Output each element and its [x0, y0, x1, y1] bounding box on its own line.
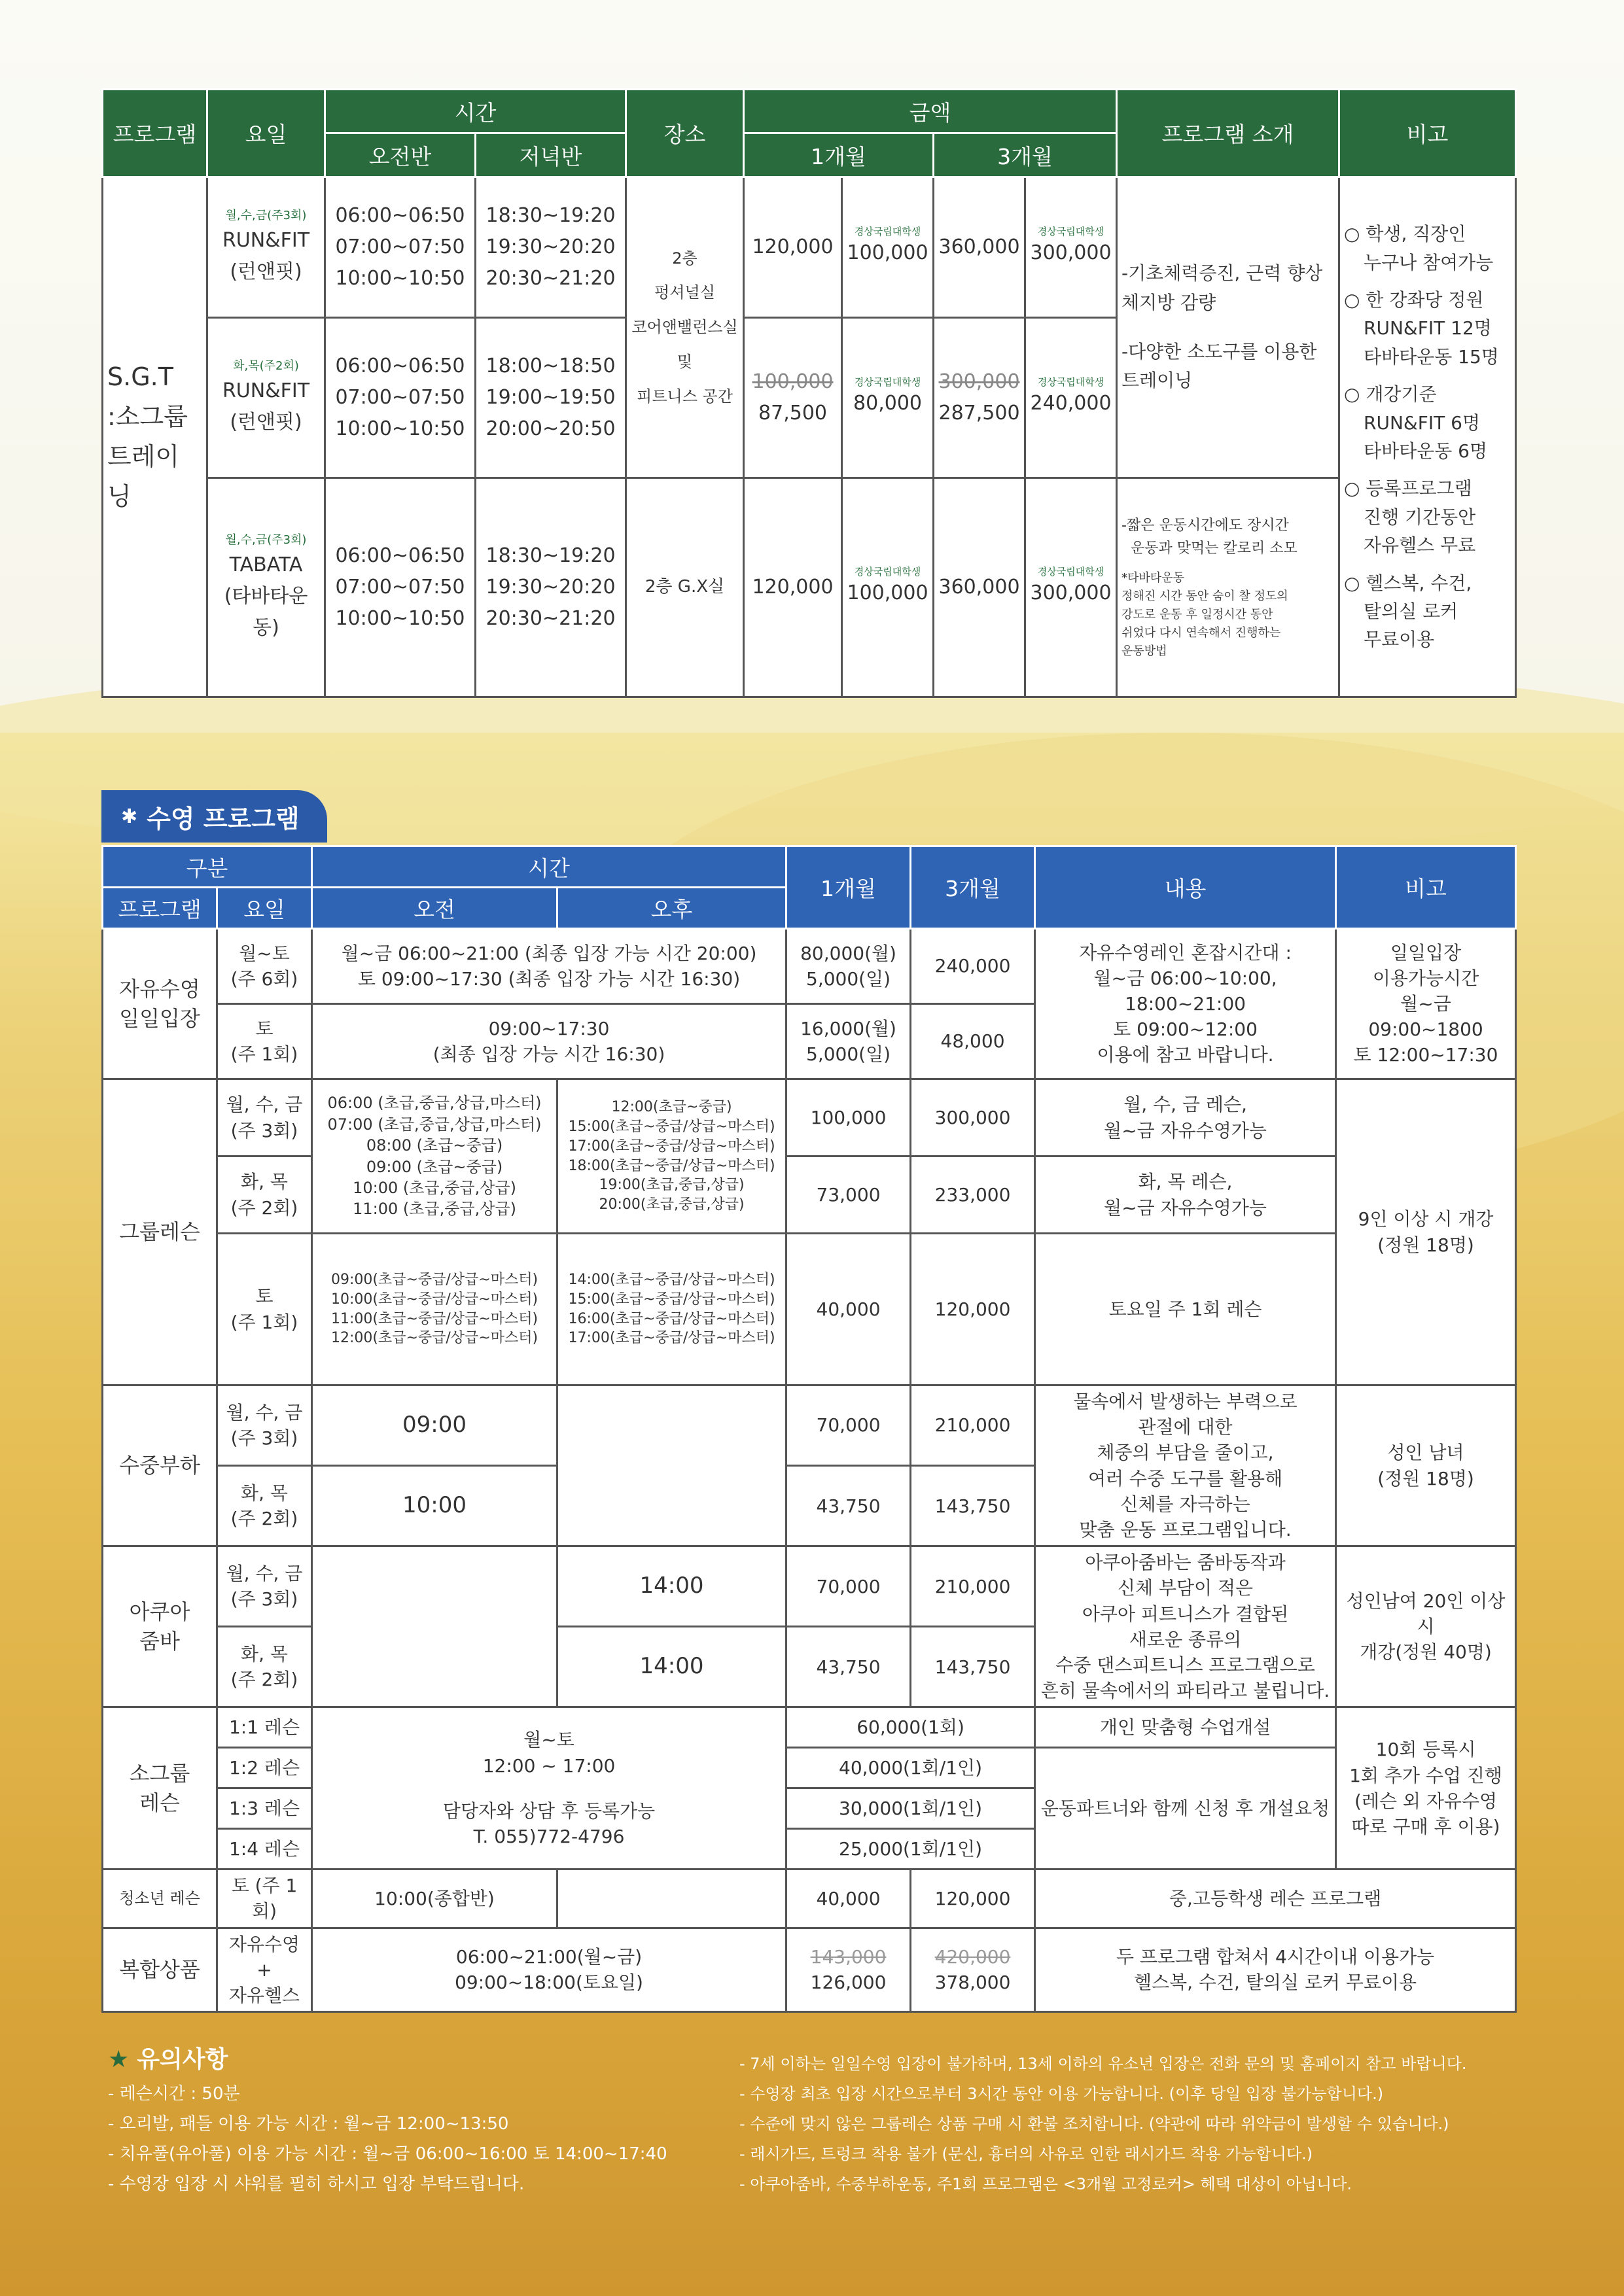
table-cell-evening: 18:30~19:20 19:30~20:20 20:30~21:20: [476, 478, 626, 697]
table-cell-morning: 06:00~06:50 07:00~07:50 10:00~10:50: [325, 318, 476, 478]
table-cell-am: 10:00: [312, 1466, 557, 1546]
table-cell-day: 화,목(주2회) RUN&FIT (런앤핏): [207, 318, 325, 478]
table-cell-price: 60,000(1회): [786, 1707, 1035, 1748]
table-cell-time: 06:00~21:00(월~금) 09:00~18:00(토요일): [312, 1928, 786, 2012]
table-cell-morning: 06:00~06:50 07:00~07:50 10:00~10:50: [325, 177, 476, 318]
table-cell-time: 월~금 06:00~21:00 (최종 입장 가능 시간 20:00) 토 09:00~17:30 (최종 입장 가능 시간 16:30): [312, 929, 786, 1004]
table-cell-price: 25,000(1회/1인): [786, 1829, 1035, 1870]
table-cell-content: 물속에서 발생하는 부력으로 관절에 대한 체중의 부담을 줄이고, 여러 수중 도구를 활용해 신체를 자극하는 맞춤 운동 프로그램입니다.: [1035, 1385, 1336, 1546]
header-one-month: 1개월: [744, 133, 934, 177]
table-cell-place: 2층 펑셔널실 코어앤밸런스실 및 피트니스 공간: [626, 177, 744, 478]
table-cell-day: 자유수영 + 자유헬스: [217, 1928, 312, 2012]
header-time: 시간: [312, 846, 786, 888]
table-cell-day: 토 (주 1회): [217, 1870, 312, 1928]
table-cell-note: 성인 남녀 (정원 18명): [1336, 1385, 1516, 1546]
notice-item: - 오리발, 패들 이용 가능 시간 : 월~금 12:00~13:50: [108, 2114, 509, 2134]
table-cell-content: 두 프로그램 합쳐서 4시간이내 이용가능 헬스복, 수건, 탈의실 로커 무료이용: [1035, 1928, 1516, 2012]
sgt-table: [101, 88, 1517, 698]
notice-item: - 치유풀(유아풀) 이용 가능 시간 : 월~금 06:00~16:00 토 14:00~17:40: [108, 2144, 667, 2164]
table-cell-type: 1:3 레슨: [217, 1788, 312, 1829]
table-cell-price: 16,000(월) 5,000(일): [786, 1004, 911, 1079]
table-cell-price: 143,750: [911, 1627, 1035, 1707]
table-cell-day: 월, 수, 금 (주 3회): [217, 1385, 312, 1466]
table-cell-price: 70,000: [786, 1385, 911, 1466]
table-cell-day: 토 (주 1회): [217, 1234, 312, 1385]
header-content: 내용: [1035, 846, 1336, 929]
header-morning: 오전반: [325, 133, 476, 177]
table-cell-price: 43,750: [786, 1627, 911, 1707]
table-cell-pm: 14:00: [557, 1546, 786, 1627]
table-cell-time: 09:00~17:30 (최종 입장 가능 시간 16:30): [312, 1004, 786, 1079]
table-cell-evening: 18:00~18:50 19:00~19:50 20:00~20:50: [476, 318, 626, 478]
table-cell-day: 월,수,금(주3회) RUN&FIT (런앤핏): [207, 177, 325, 318]
table-cell-price: 420,000 378,000: [911, 1928, 1035, 2012]
star-icon: ★: [108, 2046, 130, 2073]
table-cell-price: 233,000: [911, 1157, 1035, 1234]
header-pm: 오후: [557, 888, 786, 929]
table-cell-price: 70,000: [786, 1546, 911, 1627]
swim-section-title: ✱ 수영 프로그램: [101, 790, 327, 843]
table-cell-note: 일일입장 이용가능시간 월~금 09:00~1800 토 12:00~17:30: [1336, 929, 1516, 1079]
table-cell-content: 화, 목 레슨, 월~금 자유수영가능: [1035, 1157, 1336, 1234]
table-cell-content: 토요일 주 1회 레슨: [1035, 1234, 1336, 1385]
program-small-group: 소그룹 레슨: [103, 1707, 217, 1870]
table-cell-place: 2층 G.X실: [626, 478, 744, 697]
table-cell-price: 300,000 287,500: [934, 318, 1025, 478]
table-cell-price: 48,000: [911, 1004, 1035, 1079]
table-cell-price: 80,000(월) 5,000(일): [786, 929, 911, 1004]
swim-table: [101, 845, 1517, 2013]
sgt-category: S.G.T :소그룹 트레이닝: [103, 177, 207, 697]
table-cell-student-price: 경상국립대학생 80,000: [842, 318, 934, 478]
table-cell-price: 143,750: [911, 1466, 1035, 1546]
header-three-month: 3개월: [911, 846, 1035, 929]
table-cell-price: 43,750: [786, 1466, 911, 1546]
table-cell-am: [312, 1546, 557, 1707]
table-cell-am: 09:00: [312, 1385, 557, 1466]
header-day: 요일: [217, 888, 312, 929]
table-cell-price: 120,000: [911, 1870, 1035, 1928]
notice-item: - 레슨시간 : 50분: [108, 2084, 240, 2104]
table-cell-intro: -기초체력증진, 근력 향상 체지방 감량 -다양한 소도구를 이용한 트레이닝: [1117, 177, 1339, 478]
table-cell-type: 1:1 레슨: [217, 1707, 312, 1748]
notice-item: - 아쿠아줌바, 수중부하운동, 주1회 프로그램은 <3개월 고정로커> 혜택 대상이 아닙니다.: [739, 2175, 1352, 2193]
header-evening: 저녁반: [476, 133, 626, 177]
table-cell-pm: [557, 1870, 786, 1928]
table-cell-am: 10:00(종합반): [312, 1870, 557, 1928]
header-program: 프로그램: [103, 90, 207, 177]
header-program: 프로그램: [103, 888, 217, 929]
program-combo: 복합상품: [103, 1928, 217, 2012]
header-day: 요일: [207, 90, 325, 177]
table-cell-day: 월, 수, 금 (주 3회): [217, 1546, 312, 1627]
table-cell-content: 운동파트너와 함께 신청 후 개설요청: [1035, 1748, 1336, 1870]
table-cell-price: 120,000: [911, 1234, 1035, 1385]
table-cell-price: 40,000(1회/1인): [786, 1748, 1035, 1788]
table-cell-student-price: 경상국립대학생 100,000: [842, 177, 934, 318]
table-cell-note: 9인 이상 시 개강 (정원 18명): [1336, 1079, 1516, 1385]
header-intro: 프로그램 소개: [1117, 90, 1339, 177]
table-cell-student-price: 경상국립대학생 100,000: [842, 478, 934, 697]
table-cell-student-price: 경상국립대학생 300,000: [1025, 478, 1117, 697]
table-cell-price: 30,000(1회/1인): [786, 1788, 1035, 1829]
table-cell-price: 120,000: [744, 478, 842, 697]
notice-right: [739, 2049, 1467, 2199]
notice-item: - 수준에 맞지 않은 그룹레슨 상품 구매 시 환불 조치합니다. (약관에 따라 위약금이 발생할 수 있습니다.): [739, 2115, 1449, 2133]
header-division: 구분: [103, 846, 312, 888]
table-cell-type: 1:4 레슨: [217, 1829, 312, 1870]
table-cell-am: 06:00 (초급,중급,상급,마스터) 07:00 (초급,중급,상급,마스터) 08:00 (초급~중급) 09:00 (초급~중급) 10:00 (초급,중급,상급) 11:00 (초급,중급,상급): [312, 1079, 557, 1234]
header-place: 장소: [626, 90, 744, 177]
table-cell-pm: 14:00: [557, 1627, 786, 1707]
header-price: 금액: [744, 90, 1117, 133]
table-cell-time: 월~토 12:00 ~ 17:00 담당자와 상담 후 등록가능 T. 055)772-4796: [312, 1707, 786, 1870]
table-cell-price: 73,000: [786, 1157, 911, 1234]
table-cell-pm: 14:00(초급~중급/상급~마스터) 15:00(초급~중급/상급~마스터) 16:00(초급~중급/상급~마스터) 17:00(초급~중급/상급~마스터): [557, 1234, 786, 1385]
table-cell-price: 360,000: [934, 478, 1025, 697]
table-cell-price: 210,000: [911, 1385, 1035, 1466]
notice-title: ★ 유의사항: [108, 2046, 228, 2073]
table-cell-note: 10회 등록시 1회 추가 수업 진행 (레슨 외 자유수영 따로 구매 후 이용): [1336, 1707, 1516, 1870]
table-cell-day: 토 (주 1회): [217, 1004, 312, 1079]
table-cell-day: 월, 수, 금 (주 3회): [217, 1079, 312, 1157]
program-free-swim: 자유수영 일일입장: [103, 929, 217, 1079]
header-note: 비고: [1336, 846, 1516, 929]
notice-item: - 래시가드, 트렁크 착용 불가 (문신, 흉터의 사유로 인한 래시가드 착용 가능합니다.): [739, 2145, 1313, 2163]
table-cell-price: 143,000 126,000: [786, 1928, 911, 2012]
table-cell-price: 210,000: [911, 1546, 1035, 1627]
table-cell-pm: 12:00(초급~중급) 15:00(초급~중급/상급~마스터) 17:00(초급~중급/상급~마스터) 18:00(초급~중급/상급~마스터) 19:00(초급,중급,상급) 20:00(초급,중급,상급): [557, 1079, 786, 1234]
table-cell-student-price: 경상국립대학생 240,000: [1025, 318, 1117, 478]
table-cell-content: 자유수영레인 혼잡시간대 : 월~금 06:00~10:00, 18:00~21:00 토 09:00~12:00 이용에 참고 바랍니다.: [1035, 929, 1336, 1079]
program-aqua-weight: 수중부하: [103, 1385, 217, 1546]
table-cell-content: 개인 맞춤형 수업개설: [1035, 1707, 1336, 1748]
header-note: 비고: [1339, 90, 1516, 177]
table-cell-price: 120,000: [744, 177, 842, 318]
table-cell-price: 40,000: [786, 1234, 911, 1385]
table-cell-price: 100,000: [786, 1079, 911, 1157]
table-cell-note: ○ 학생, 직장인 누구나 참여가능 ○ 한 강좌당 정원 RUN&FIT 12명 타바타운동 15명 ○ 개강기준 RUN&FIT 6명 타바타운동 6명 ○ 등록프로그램 진행 기간동안 자유헬스 무료 ○ 헬스복, 수건, 탈의실 로커 무료이용: [1339, 177, 1516, 697]
table-cell-note: 성인남여 20인 이상 시 개강(정원 40명): [1336, 1546, 1516, 1707]
table-cell-content: 아쿠아줌바는 줌바동작과 신체 부담이 적은 아쿠아 피트니스가 결합된 새로운 종류의 수중 댄스피트니스 프로그램으로 흔히 물속에서의 파티라고 불립니다.: [1035, 1546, 1336, 1707]
table-cell-price: 300,000: [911, 1079, 1035, 1157]
table-cell-price: 40,000: [786, 1870, 911, 1928]
table-cell-content: 중,고등학생 레슨 프로그램: [1035, 1870, 1516, 1928]
table-cell-day: 화, 목 (주 2회): [217, 1157, 312, 1234]
table-cell-morning: 06:00~06:50 07:00~07:50 10:00~10:50: [325, 478, 476, 697]
table-cell-day: 월,수,금(주3회) TABATA (타바타운동): [207, 478, 325, 697]
table-cell-intro: -짧은 운동시간에도 장시간 운동과 맞먹는 칼로리 소모 *타바타운동 정해진 시간 동안 숨이 찰 정도의 강도로 운동 후 일정시간 동안 쉬었다 다시 연속해서 진행하는 운동방법: [1117, 478, 1339, 697]
table-cell-price: 360,000: [934, 177, 1025, 318]
header-am: 오전: [312, 888, 557, 929]
program-aqua-zumba: 아쿠아 줌바: [103, 1546, 217, 1707]
program-youth: 청소년 레슨: [103, 1870, 217, 1928]
table-cell-content: 월, 수, 금 레슨, 월~금 자유수영가능: [1035, 1079, 1336, 1157]
table-cell-price: 240,000: [911, 929, 1035, 1004]
table-cell-type: 1:2 레슨: [217, 1748, 312, 1788]
table-cell-day: 화, 목 (주 2회): [217, 1627, 312, 1707]
header-one-month: 1개월: [786, 846, 911, 929]
table-cell-day: 화, 목 (주 2회): [217, 1466, 312, 1546]
gear-icon: ✱: [121, 805, 138, 828]
notice-item: - 수영장 입장 시 샤워를 필히 하시고 입장 부탁드립니다.: [108, 2174, 525, 2194]
notice-item: - 7세 이하는 일일수영 입장이 불가하며, 13세 이하의 유소년 입장은 전화 문의 및 홈페이지 참고 바랍니다.: [739, 2055, 1467, 2073]
header-three-month: 3개월: [934, 133, 1117, 177]
table-cell-evening: 18:30~19:20 19:30~20:20 20:30~21:20: [476, 177, 626, 318]
header-time: 시간: [325, 90, 626, 133]
table-cell-price: 100,000 87,500: [744, 318, 842, 478]
table-cell-am: 09:00(초급~중급/상급~마스터) 10:00(초급~중급/상급~마스터) 11:00(초급~중급/상급~마스터) 12:00(초급~중급/상급~마스터): [312, 1234, 557, 1385]
program-group-lesson: 그룹레슨: [103, 1079, 217, 1385]
table-cell-day: 월~토 (주 6회): [217, 929, 312, 1004]
notice-item: - 수영장 최초 입장 시간으로부터 3시간 동안 이용 가능합니다. (이후 당일 입장 불가능합니다.): [739, 2085, 1384, 2103]
table-cell-student-price: 경상국립대학생 300,000: [1025, 177, 1117, 318]
notice-left: [108, 2079, 667, 2199]
table-cell-pm: [557, 1385, 786, 1546]
